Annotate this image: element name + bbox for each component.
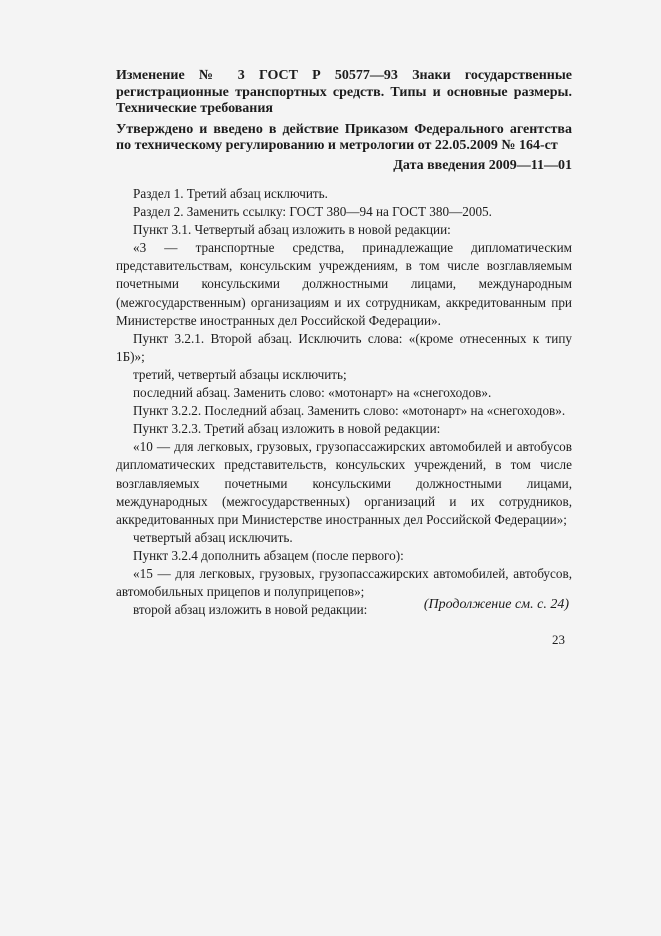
body-paragraph: третий, четвертый абзацы исключить; — [133, 366, 347, 382]
amendment-body — [116, 185, 572, 619]
body-paragraph: второй абзац изложить в новой редакции: — [133, 602, 368, 618]
body-paragraph: четвертый абзац исключить. — [133, 529, 293, 545]
page-number: 23 — [552, 632, 565, 647]
body-paragraph: Раздел 1. Третий абзац исключить. — [133, 186, 328, 201]
body-paragraph: Пункт 3.2.1. Второй абзац. Исключить слова: «(кроме отнесенных к типу 1Б)»; — [116, 330, 572, 364]
amendment-header — [116, 68, 572, 174]
body-paragraph: Пункт 3.2.4 дополнить абзацем (после первого): — [133, 547, 404, 563]
continuation-note: (Продолжение см. с. 24) — [423, 597, 569, 612]
body-paragraph: «10 — для легковых, грузовых, грузопассажирских автомобилей и автобусов дипломатических представительств, консульских учреждений, в том числе возглавляемых почетными консульскими должностными лицами, международных (межгосударственных) организаций и их сотрудников, аккредитованных при Министерстве иностранных дел Российской Федерации»; — [116, 439, 572, 527]
effective-date: Дата введения 2009—11—01 — [393, 157, 572, 173]
body-paragraph: последний абзац. Заменить слово: «мотонарт» на «снегоходов». — [133, 385, 492, 401]
amendment-title: Изменение № 3 ГОСТ Р 50577—93 Знаки государственные регистрационные транспортных средств. Типы и основные размеры. Технические требования — [116, 68, 572, 116]
approval-statement: Утверждено и введено в действие Приказом Федерального агентства по техническому регулированию и метрологии от 22.05.2009 № 164-ст — [116, 121, 572, 153]
body-paragraph: Раздел 2. Заменить ссылку: ГОСТ 380—94 на ГОСТ 380—2005. — [133, 204, 492, 220]
body-paragraph: «3 — транспортные средства, принадлежащие дипломатическим представительствам, консульским учреждениям, в том числе возглавляемым почетными консульскими должностными лицами, международным (межгосударственным) организациям и их сотрудникам, аккредитованным при Министерстве иностранных дел Российской Федерации». — [116, 240, 572, 328]
body-paragraph: Пункт 3.2.3. Третий абзац изложить в новой редакции: — [133, 421, 441, 437]
body-paragraph: «15 — для легковых, грузовых, грузопассажирских автомобилей, автобусов, автомобильных прицепов и полуприцепов»; — [116, 565, 572, 600]
body-paragraph: Пункт 3.2.2. Последний абзац. Заменить слово: «мотонарт» на «снегоходов». — [133, 403, 566, 419]
body-paragraph: Пункт 3.1. Четвертый абзац изложить в новой редакции: — [133, 222, 451, 238]
